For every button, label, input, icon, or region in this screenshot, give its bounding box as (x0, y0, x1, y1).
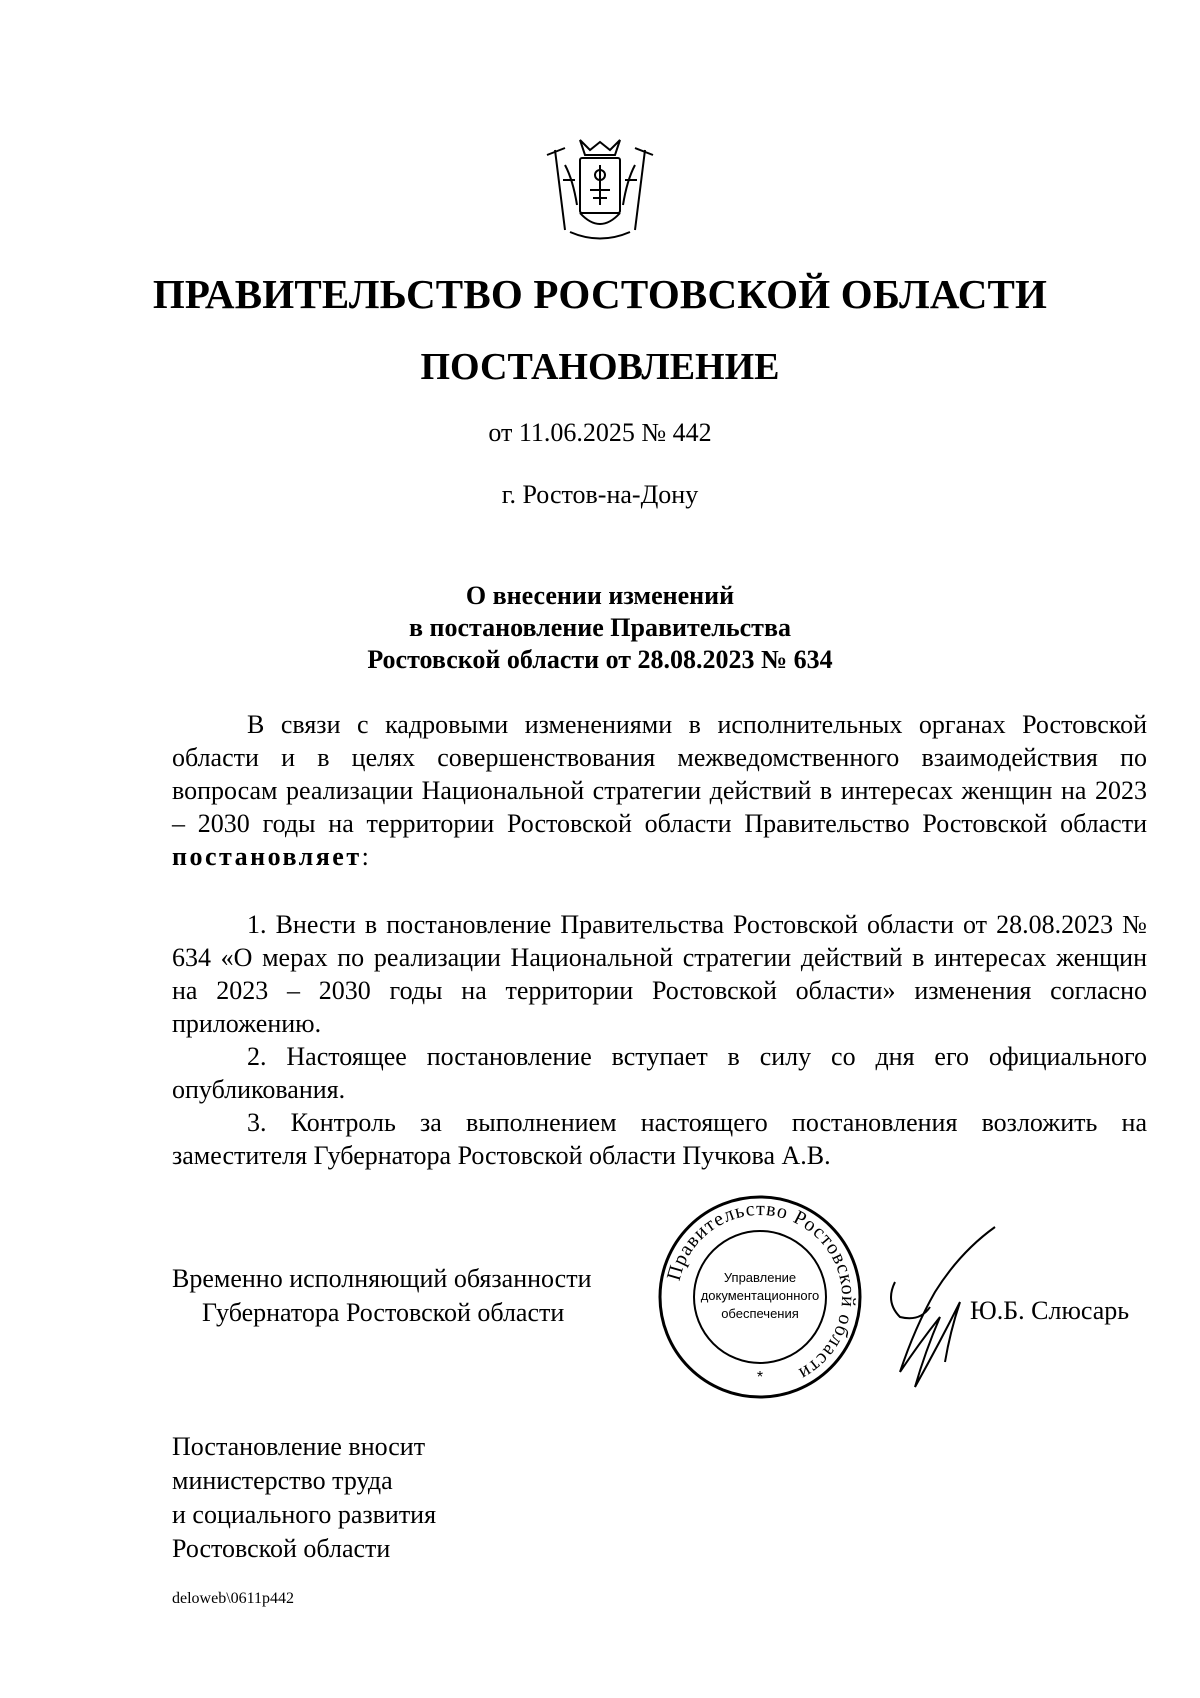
stamp-inner-line: документационного (700, 1288, 820, 1303)
contributor-line: и социального развития (172, 1500, 437, 1529)
preamble-colon: : (361, 842, 369, 871)
decree-item: 2. Настоящее постановление вступает в силу со дня его официального опубликования. (172, 1042, 1147, 1104)
contributor-line: Ростовской области (172, 1534, 391, 1563)
decree-items (172, 908, 1147, 1172)
file-reference: deloweb\0611p442 (172, 1590, 295, 1607)
signatory-name: Ю.Б. Слюсарь (970, 1296, 1130, 1325)
date-and-number: от 11.06.2025 № 442 (488, 418, 712, 447)
document-type: ПОСТАНОВЛЕНИЕ (420, 346, 780, 388)
official-seal-stamp (655, 1192, 865, 1402)
coat-of-arms-icon (535, 120, 665, 250)
contributor-line: министерство труда (172, 1466, 393, 1495)
stamp-inner-line: Управление (723, 1270, 797, 1285)
city: г. Ростов-на-Дону (501, 480, 699, 509)
stamp-star: * (756, 1369, 764, 1386)
subject-line: в постановление Правительства (408, 613, 791, 642)
subject-line: О внесении изменений (465, 581, 735, 610)
preamble (172, 708, 1147, 873)
subject-line: Ростовской области от 28.08.2023 № 634 (367, 645, 833, 674)
signatory-position (172, 1262, 592, 1330)
contributor-line: Постановление вносит (172, 1432, 426, 1461)
decree-item: 3. Контроль за выполнением настоящего постановления возложить на заместителя Губернатора Ростовской области Пучкова А.В. (172, 1108, 1147, 1170)
decree-item: 1. Внести в постановление Правительства Ростовской области от 28.08.2023 № 634 «О мерах по реализации Национальной стратегии действий в интересах женщин на 2023 – 2030 годы на территории Ростовской области» изменения согласно приложению. (172, 910, 1147, 1038)
organization-title: ПРАВИТЕЛЬСТВО РОСТОВСКОЙ ОБЛАСТИ (152, 271, 1048, 317)
stamp-inner-line: обеспечения (721, 1306, 799, 1321)
stamp-outer-text: Правительство Ростовской области (662, 1197, 860, 1386)
preamble-text: В связи с кадровыми изменениями в исполнительных органах Ростовской области и в целях совершенствования межведомственного взаимодействия по вопросам реализации Национальной стратегии действий в интересах женщин на 2023 – 2030 годы на территории Ростовской области Правительство Ростовской области (172, 710, 1147, 838)
contributor-block (172, 1430, 436, 1566)
position-line: Губернатора Ростовской области (202, 1298, 565, 1327)
document-subject (0, 580, 1200, 676)
position-line: Временно исполняющий обязанности (172, 1264, 592, 1293)
decree-word: постановляет (172, 842, 362, 871)
